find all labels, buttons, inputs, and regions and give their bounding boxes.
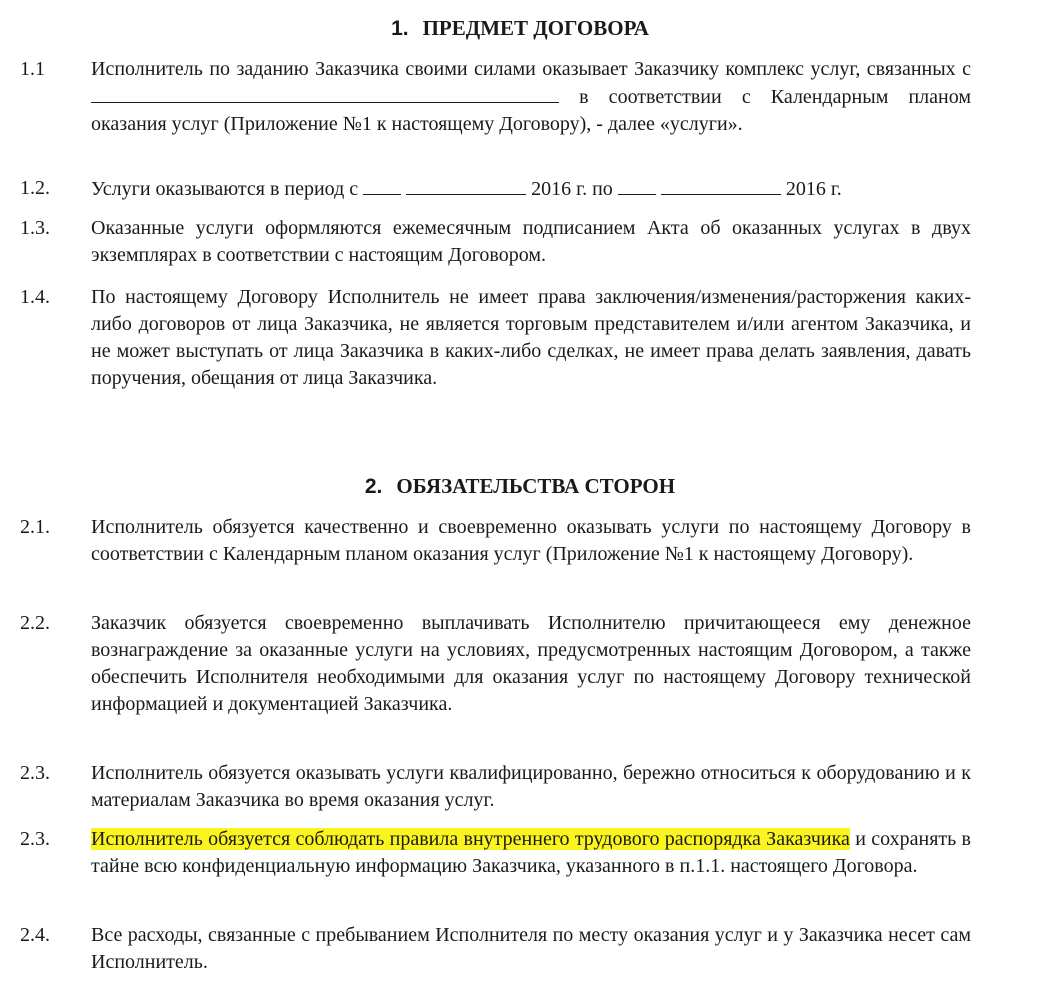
end-year: 2016 г.: [785, 178, 842, 200]
end-day-blank: [618, 175, 656, 195]
clause-number: 1.1: [20, 58, 45, 80]
clause-text: По настоящему Договору Исполнитель не имеет права заключения/изменения/расторжения каких-либо договоров от лица Заказчика, не является торговым представителем и/или агентом Заказчика, и не может выступать от лица Заказчика в каких-либо сделках, не имеет права делать заявления, давать поручения, обещания от лица Заказчика.: [91, 286, 971, 389]
start-day-blank: [363, 175, 401, 195]
section-2-title: ОБЯЗАТЕЛЬСТВА СТОРОН: [396, 474, 676, 498]
section-2-heading: [0, 472, 1040, 501]
clause-text-part-b: в соответствии с Календарным планом оказания услуг (Приложение №1 к настоящему Договору), - далее «услуги».: [91, 86, 972, 135]
period-prefix: Услуги оказываются в период с: [91, 178, 359, 200]
clause-text: Исполнитель обязуется оказывать услуги квалифицированно, бережно относиться к оборудованию и к материалам Заказчика во время оказания услуг.: [91, 762, 971, 811]
clause-number: 1.2.: [20, 177, 50, 199]
clause-number: 2.2.: [20, 612, 50, 634]
section-1-number: 1.: [391, 17, 409, 40]
clause-text: [91, 56, 971, 138]
clause-text-part-a: Исполнитель по заданию Заказчика своими силами оказывает Заказчику комплекс услуг, связанных с: [91, 58, 971, 80]
clause-text: Оказанные услуги оформляются ежемесячным подписанием Акта об оказанных услугах в двух экземплярах в соответствии с настоящим Договором.: [91, 217, 971, 266]
clause-text-rest: и сохранять в тайне всю конфиденциальную информацию Заказчика, указанного в п.1.1. настоящего Договора.: [91, 828, 971, 877]
clause-text: [91, 175, 971, 203]
clause-text: Заказчик обязуется своевременно выплачивать Исполнителю причитающееся ему денежное вознаграждение за оказанные услуги на условиях, предусмотренных настоящим Договором, а также обеспечить Исполнителя необходимыми для оказания услуг по настоящему Договору технической информацией и документацией Заказчика.: [91, 612, 971, 715]
clause-number: 2.4.: [20, 924, 50, 946]
clause-number: 1.3.: [20, 217, 50, 239]
section-1-title: ПРЕДМЕТ ДОГОВОРА: [422, 16, 649, 40]
clause-number: 2.3.: [20, 828, 50, 850]
clause-text: Все расходы, связанные с пребыванием Исполнителя по месту оказания услуг и у Заказчика несет сам Исполнитель.: [91, 924, 971, 973]
highlighted-text: Исполнитель обязуется соблюдать правила внутреннего трудового распорядка Заказчика: [91, 828, 850, 850]
clause-number: 2.3.: [20, 762, 50, 784]
start-month-blank: [406, 175, 526, 195]
clause-text: [91, 826, 971, 880]
section-1-heading: [0, 14, 1040, 43]
clause-number: 2.1.: [20, 516, 50, 538]
start-year: 2016 г. по: [531, 178, 613, 200]
subject-blank-line: [91, 83, 559, 103]
clause-number: 1.4.: [20, 286, 50, 308]
clause-text: Исполнитель обязуется качественно и своевременно оказывать услуги по настоящему Договору в соответствии с Календарным планом оказания услуг (Приложение №1 к настоящему Договору).: [91, 516, 971, 565]
section-2-number: 2.: [364, 475, 383, 498]
end-month-blank: [661, 175, 781, 195]
